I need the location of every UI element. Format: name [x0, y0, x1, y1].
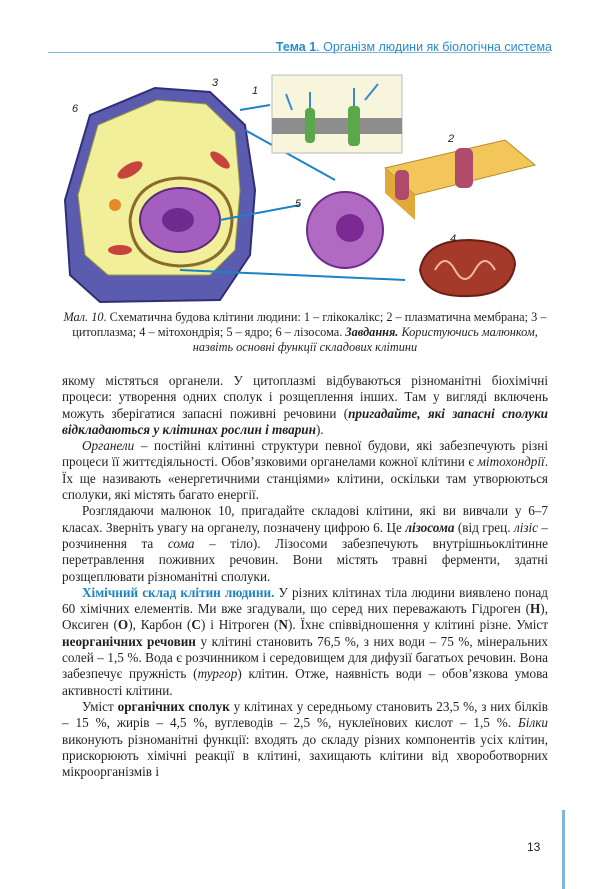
p5-text: Уміст [82, 698, 118, 714]
paragraph-2 [62, 438, 548, 503]
lysosome-dot [109, 199, 121, 211]
caption-text: . Схематична будова клітини людини: 1 – глікокалікс; 2 – плазматична мембрана; 3 – цитоплазма; 4 – мітохондрія; 5 – ядро; 6 – лізосома. [72, 310, 547, 339]
fig-label-2: 2 [448, 133, 455, 145]
glycocalyx-protein-a [305, 108, 315, 143]
p5-text-c: у клітинах у середньому становить 23,5 %, з них білків – 15 %, жирів – 4,5 %, вуглеводів – 2,5 %, нуклеїнових кислот – 1,5 %. [62, 698, 548, 731]
p5-end: виконують різноманітні функції: входять до складу різних компонентів усіх клітин, прискорюють хімічні реакції в клітині, захищають клітини від хвороботворних мікроорганізмів і [62, 731, 548, 780]
p4-end: ) клітин. Отже, наявність води – обов’язкова умова активності клітини. [62, 666, 548, 698]
p1-text: якому містяться органели. У цитоплазмі відбуваються різноманітні біохімічні процеси: утворення одних сполук і розщеплення інших. Там у вигляді включень можуть зберігатися запасні поживні речовини ( [62, 373, 548, 421]
p4-h: H [530, 601, 541, 617]
p3-soma: сома [167, 535, 195, 551]
cell-mitochondrion-c [108, 245, 132, 255]
running-header [272, 40, 552, 54]
glycocalyx-membrane [272, 118, 402, 134]
p4-o: O [117, 617, 129, 633]
p1-prompt: пригадайте, які запасні сполуки відкладаються у клітинах рослин і тварин [62, 405, 548, 437]
header-rule [48, 52, 268, 53]
caption-task-text: Користуючись малюнком, назвіть основні функції складових клітини [192, 325, 538, 354]
page-number: 13 [527, 840, 541, 854]
p3-text-b: (від грец. [454, 519, 514, 535]
p4-text-d: ) і Нітроген ( [200, 617, 279, 633]
p1-end: ). [315, 421, 324, 437]
p2-text: – постійні клітинні структури певної будови, які забезпечують різні процеси її життєдіяльності. Обов’язковими органелами кожної клітини є [62, 438, 548, 470]
p4-n: N [278, 617, 288, 633]
p3-lysis: лізіс [513, 519, 539, 535]
p4-text: У різних клітинах тіла людини виявлено понад 60 хімічних елементів. Ми вже згадували, що серед них переважають Гідроген ( [62, 584, 548, 617]
membrane-protein-b [395, 170, 409, 200]
p5-organic: органічних сполук [117, 698, 230, 714]
body-text [62, 373, 548, 780]
fig-label-4: 4 [450, 233, 457, 245]
nucleolus [162, 208, 194, 232]
fig-label-3: 3 [212, 77, 219, 89]
nucleolus-magnified [336, 214, 364, 242]
cell-illustration [60, 70, 550, 310]
p3-term: лізосома [405, 519, 455, 535]
figure-caption [62, 310, 548, 355]
topic-title: . Організм людини як біологічна система [316, 40, 552, 54]
p4-inorganic: неорганічних речовин [62, 633, 196, 649]
fig-label-5: 5 [295, 198, 302, 210]
p4-c: C [191, 617, 201, 633]
glycocalyx-protein-b [348, 106, 360, 146]
p3-end: – тіло). Лізосоми забезпечують внутрішньоклітинне перетравлення поживних речовин. Вони містять травні ферменти, здатні розщеплювати різноманітні сполуки. [62, 535, 548, 584]
paragraph-4 [62, 585, 548, 699]
p4-text-c: ), Карбон ( [128, 617, 192, 633]
caption-fig-ref: Мал. 10 [63, 310, 104, 324]
p3-text-c: – розчинення та [62, 519, 549, 551]
p4-text-b: ), Оксиген ( [62, 601, 548, 633]
glycocalyx-panel [272, 75, 402, 153]
caption-task-label: Завдання. [345, 325, 399, 339]
p3-text: Розглядаючи малюнок 10, пригадайте складові клітини, які ви вивчали у 6–7 класах. Зверніть увагу на органелу, позначену цифрою 6. Це [62, 503, 548, 535]
p2-term-mito: мітохондрії [477, 454, 545, 470]
mitochondrion-magnified [420, 240, 515, 296]
p2-term: Органели [82, 438, 135, 454]
p4-text-e: ). Їхнє співвідношення у клітині різне. Уміст [287, 617, 548, 633]
paragraph-3 [62, 503, 548, 584]
arrow-glyco [240, 105, 270, 110]
fig-label-1: 1 [252, 85, 259, 97]
p5-proteins: Білки [518, 715, 548, 731]
side-bar [562, 810, 565, 889]
p2-end: . Їх ще називають «енергетичними станціями» клітини, оскільки там утворюються сполуки, які містять багато енергії. [62, 454, 548, 503]
topic-label: Тема 1 [275, 40, 317, 54]
paragraph-1 [62, 373, 548, 438]
membrane-protein-a [455, 148, 473, 188]
section-heading-chemistry: Хімічний склад клітин людини. [82, 584, 275, 600]
p4-turgor: тургор [197, 666, 238, 682]
p4-text-g: у клітині становить 76,5 %, з них води – 75 %, мінеральних солей – 1,5 %. Вода є розчинником і середовищем для дифузії багатьох речовин. Вона забезпечує пружність ( [62, 633, 548, 682]
paragraph-5 [62, 699, 548, 780]
fig-label-6: 6 [72, 103, 79, 115]
